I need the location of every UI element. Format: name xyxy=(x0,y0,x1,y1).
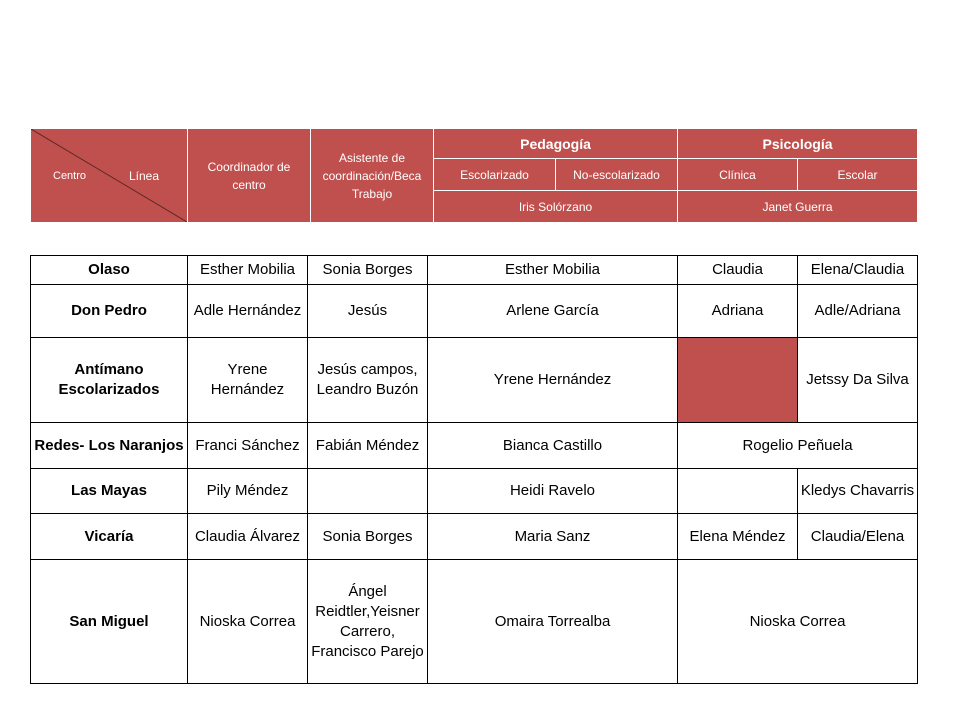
row-escolar: Kledys Chavarris xyxy=(798,469,918,514)
row-coordinador: Esther Mobilia xyxy=(188,256,308,285)
row-coordinador: Claudia Álvarez xyxy=(188,514,308,560)
row-asistente: Jesús campos, Leandro Buzón xyxy=(308,338,428,423)
row-pedagogia: Esther Mobilia xyxy=(428,256,678,285)
row-centro: Las Mayas xyxy=(31,469,188,514)
row-escolar: Claudia/Elena xyxy=(798,514,918,560)
row-asistente: Ángel Reidtler,Yeisner Carrero, Francisco Parejo xyxy=(308,560,428,684)
row-coordinador: Franci Sánchez xyxy=(188,423,308,469)
header-asistente: Asistente de coordinación/Beca Trabajo xyxy=(311,129,434,223)
row-pedagogia: Omaira Torrealba xyxy=(428,560,678,684)
header-table xyxy=(30,128,918,223)
row-asistente: Jesús xyxy=(308,285,428,338)
row-centro: Vicaría xyxy=(31,514,188,560)
header-linea: Línea xyxy=(129,169,160,183)
header-escolarizado: Escolarizado xyxy=(434,159,556,191)
table-row xyxy=(31,469,918,514)
row-coordinador: Yrene Hernández xyxy=(188,338,308,423)
row-pedagogia: Arlene García xyxy=(428,285,678,338)
row-clinica xyxy=(678,469,798,514)
row-psicologia: Nioska Correa xyxy=(678,560,918,684)
row-asistente xyxy=(308,469,428,514)
header-coordinador: Coordinador de centro xyxy=(188,129,311,223)
header-no-escolarizado: No-escolarizado xyxy=(556,159,678,191)
header-corner-cell xyxy=(31,129,188,223)
header-centro: Centro xyxy=(53,170,87,182)
row-coordinador: Pily Méndez xyxy=(188,469,308,514)
row-clinica: Elena Méndez xyxy=(678,514,798,560)
header-clinica: Clínica xyxy=(678,159,798,191)
row-escolar: Jetssy Da Silva xyxy=(798,338,918,423)
row-psicologia: Rogelio Peñuela xyxy=(678,423,918,469)
row-pedagogia: Heidi Ravelo xyxy=(428,469,678,514)
staff-table xyxy=(30,255,918,684)
row-clinica-highlight xyxy=(678,338,798,423)
row-centro: San Miguel xyxy=(31,560,188,684)
row-centro: Don Pedro xyxy=(31,285,188,338)
row-pedagogia: Maria Sanz xyxy=(428,514,678,560)
header-pedagogia: Pedagogía xyxy=(434,129,678,159)
row-pedagogia: Yrene Hernández xyxy=(428,338,678,423)
header-escolar: Escolar xyxy=(798,159,918,191)
row-asistente: Fabián Méndez xyxy=(308,423,428,469)
table-row xyxy=(31,560,918,684)
header-pedagogia-lead: Iris Solórzano xyxy=(434,191,678,223)
table-row xyxy=(31,423,918,469)
row-pedagogia: Bianca Castillo xyxy=(428,423,678,469)
row-centro: Redes- Los Naranjos xyxy=(31,423,188,469)
header-psicologia: Psicología xyxy=(678,129,918,159)
table-row xyxy=(31,514,918,560)
header-psicologia-lead: Janet Guerra xyxy=(678,191,918,223)
row-escolar: Adle/Adriana xyxy=(798,285,918,338)
row-centro: Olaso xyxy=(31,256,188,285)
row-clinica: Claudia xyxy=(678,256,798,285)
row-asistente: Sonia Borges xyxy=(308,256,428,285)
row-clinica: Adriana xyxy=(678,285,798,338)
row-coordinador: Nioska Correa xyxy=(188,560,308,684)
row-escolar: Elena/Claudia xyxy=(798,256,918,285)
row-coordinador: Adle Hernández xyxy=(188,285,308,338)
table-row xyxy=(31,285,918,338)
table-row xyxy=(31,256,918,285)
row-asistente: Sonia Borges xyxy=(308,514,428,560)
table-row xyxy=(31,338,918,423)
row-centro: Antímano Escolarizados xyxy=(31,338,188,423)
